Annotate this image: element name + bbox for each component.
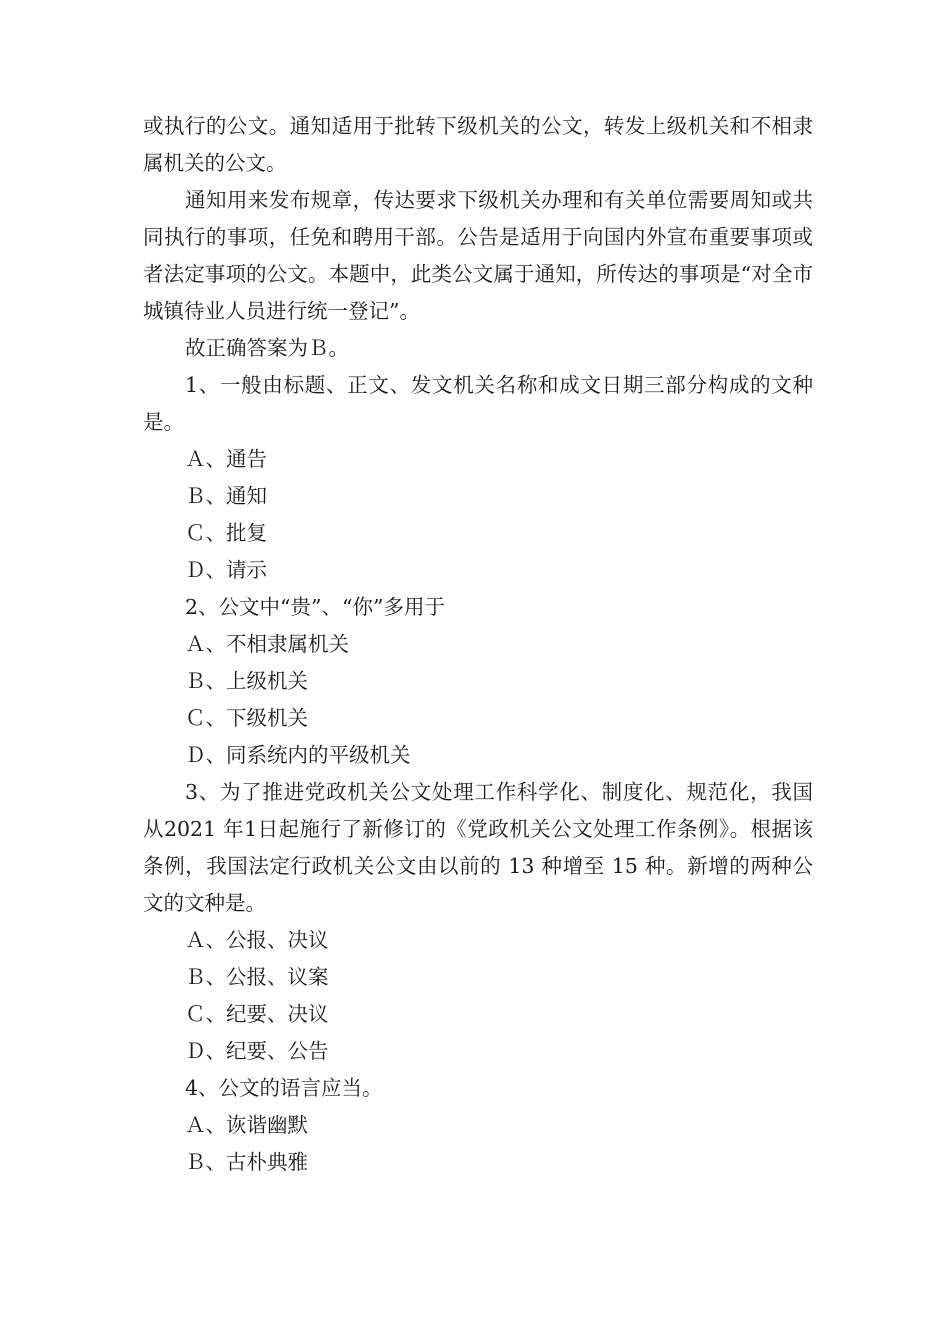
question-4: 4、公文的语言应当。 [185,1076,383,1100]
question-1-option-a: Ａ、通告 [185,447,267,471]
question-4-option-b: Ｂ、古朴典雅 [185,1150,308,1174]
question-3-option-c: Ｃ、纪要、决议 [185,1002,329,1026]
question-3-option-a: Ａ、公报、决议 [185,928,329,952]
question-3: 3、为了推进党政机关公文处理工作科学化、制度化、规范化，我国从2021 年1日起施行了新修订的《党政机关公文处理工作条例》。根据该条例，我国法定行政机关公文由以前的 13 种增至 15 种。新增的两种公文的文种是。 [143,780,813,915]
question-3-option-b: Ｂ、公报、议案 [185,965,329,989]
paragraph-explanation: 通知用来发布规章，传达要求下级机关办理和有关单位需要周知或共同执行的事项，任免和聘用干部。公告是适用于向国内外宣布重要事项或者法定事项的公文。本题中，此类公文属于通知，所传达的事项是“对全市城镇待业人员进行统一登记”。 [143,188,813,323]
question-2-option-b: Ｂ、上级机关 [185,669,308,693]
question-1-option-d: Ｄ、请示 [185,558,267,582]
document-body [143,108,813,1181]
question-2-option-d: Ｄ、同系统内的平级机关 [185,743,411,767]
question-3-option-d: Ｄ、纪要、公告 [185,1039,329,1063]
question-2-option-a: Ａ、不相隶属机关 [185,632,349,656]
question-1-option-b: Ｂ、通知 [185,484,267,508]
question-4-option-a: Ａ、诙谐幽默 [185,1113,308,1137]
paragraph-answer: 故正确答案为Ｂ。 [185,336,349,360]
question-1-option-c: Ｃ、批复 [185,521,267,545]
paragraph-continuation: 或执行的公文。通知适用于批转下级机关的公文，转发上级机关和不相隶属机关的公文。 [143,114,813,175]
question-2: 2、公文中“贵”、“你”多用于 [185,595,445,619]
question-1: 1、一般由标题、正文、发文机关名称和成文日期三部分构成的文种是。 [143,373,813,434]
question-2-option-c: Ｃ、下级机关 [185,706,308,730]
